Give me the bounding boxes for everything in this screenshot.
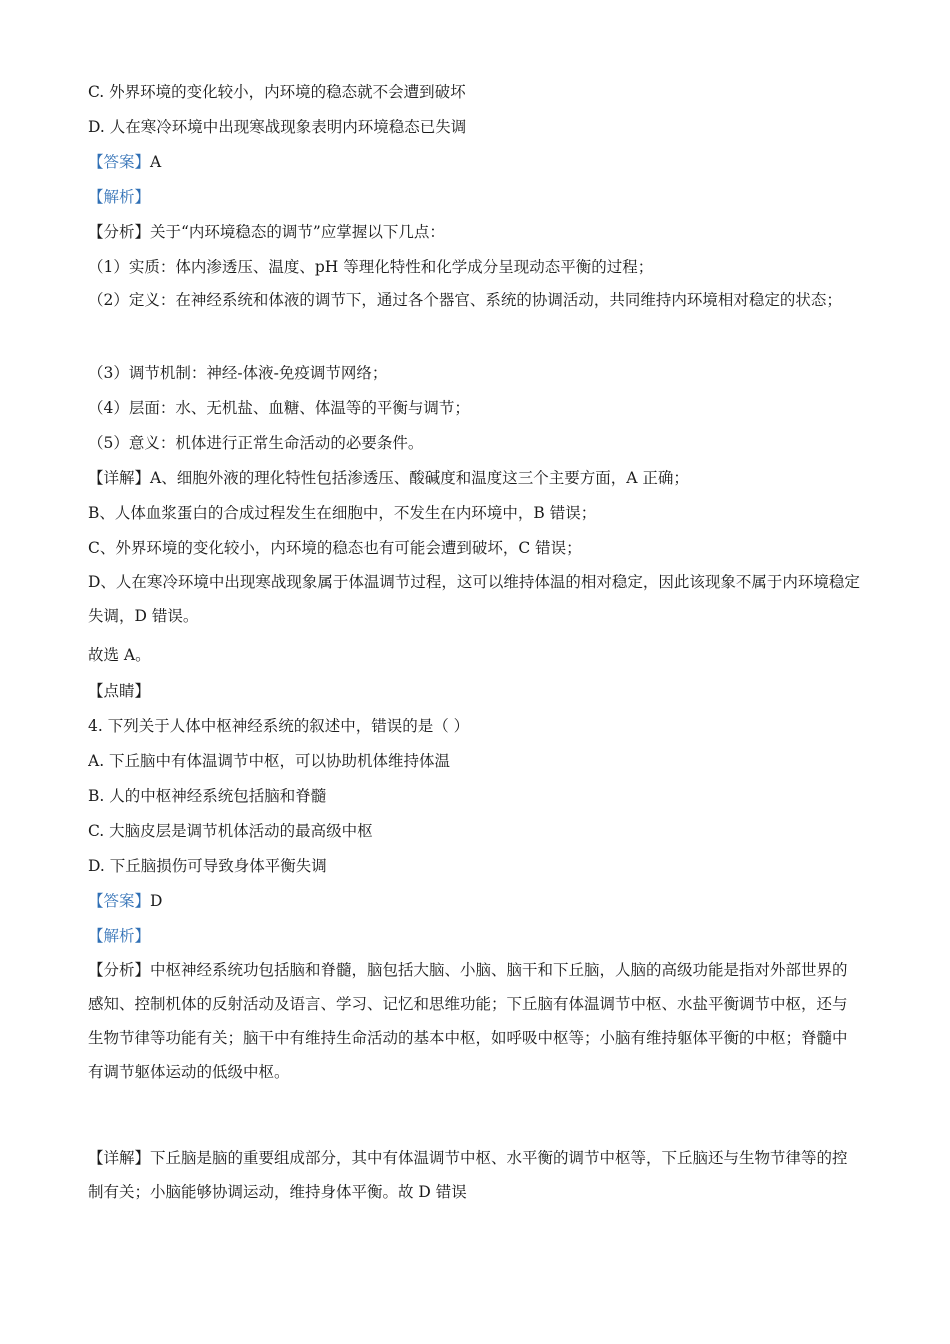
q4-option-c: C. 大脑皮层是调节机体活动的最高级中枢 (88, 822, 373, 840)
q4-answer (88, 891, 868, 911)
q3-jiexi-label: 【解析】 (88, 188, 151, 206)
q3-point-1: （1）实质：体内渗透压、温度、pH 等理化特性和化学成分呈现动态平衡的过程； (88, 258, 654, 276)
q4-stem: 4. 下列关于人体中枢神经系统的叙述中，错误的是（ ） (88, 717, 470, 735)
q3-point-5: （5）意义：机体进行正常生命活动的必要条件。 (88, 434, 424, 452)
q3-dianjing: 【点睛】 (88, 682, 151, 700)
q3-detail-c: C、外界环境的变化较小，内环境的稳态也有可能会遭到破坏，C 错误； (88, 539, 582, 557)
q3-answer-value: A (150, 153, 162, 171)
q3-point-2: （2）定义：在神经系统和体液的调节下，通过各个器官、系统的协调活动，共同维持内环境相对稳定的状态； (88, 291, 842, 309)
q3-option-c: C. 外界环境的变化较小，内环境的稳态就不会遭到破坏 (88, 83, 466, 101)
q4-answer-label: 【答案】 (88, 892, 151, 910)
q4-option-b: B. 人的中枢神经系统包括脑和脊髓 (88, 787, 327, 805)
q3-detail-d: D、人在寒冷环境中出现寒战现象属于体温调节过程，这可以维持体温的相对稳定，因此该现象不属于内环境稳定失调，D 错误。 (88, 573, 860, 625)
q3-point-4: （4）层面：水、无机盐、血糖、体温等的平衡与调节； (88, 399, 470, 417)
q4-option-d: D. 下丘脑损伤可导致身体平衡失调 (88, 857, 327, 875)
q3-answer (88, 152, 868, 172)
q3-option-d: D. 人在寒冷环境中出现寒战现象表明内环境稳态已失调 (88, 118, 467, 136)
q4-answer-value: D (150, 892, 163, 910)
q3-point-3: （3）调节机制：神经-体液-免疫调节网络； (88, 364, 388, 382)
q4-jiexi-label: 【解析】 (88, 927, 151, 945)
q4-detail: 【详解】下丘脑是脑的重要组成部分，其中有体温调节中枢、水平衡的调节中枢等，下丘脑还与生物节律等的控制有关；小脑能够协调运动，维持身体平衡。故 D 错误 (88, 1149, 848, 1201)
q3-analysis: 【分析】关于“内环境稳态的调节”应掌握以下几点： (88, 223, 445, 241)
q4-option-a: A. 下丘脑中有体温调节中枢，可以协助机体维持体温 (88, 752, 451, 770)
q3-conclusion: 故选 A。 (88, 646, 151, 664)
q3-answer-label: 【答案】 (88, 153, 151, 171)
q3-detail-a: 【详解】A、细胞外液的理化特性包括渗透压、酸碱度和温度这三个主要方面，A 正确； (88, 469, 689, 487)
q3-detail-b: B、人体血浆蛋白的合成过程发生在细胞中，不发生在内环境中，B 错误； (88, 504, 597, 522)
q4-analysis: 【分析】中枢神经系统功包括脑和脊髓，脑包括大脑、小脑、脑干和下丘脑，人脑的高级功能是指对外部世界的感知、控制机体的反射活动及语言、学习、记忆和思维功能；下丘脑有体温调节中枢、水盐平衡调节中枢，还与生物节律等功能有关；脑干中有维持生命活动的基本中枢，如呼吸中枢等；小脑有维持躯体平衡的中枢；脊髓中有调节躯体运动的低级中枢。 (88, 961, 848, 1081)
